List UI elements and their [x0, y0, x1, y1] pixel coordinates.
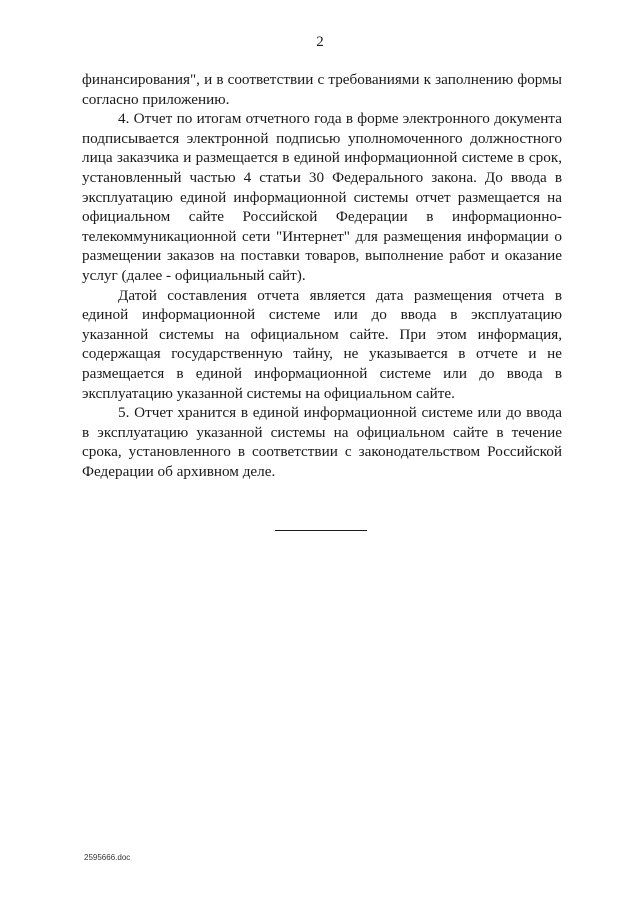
paragraph-continuation: финансирования", и в соответствии с требованиями к заполнению формы согласно приложению.	[82, 71, 562, 108]
paragraph-item-5: 5. Отчет хранится в единой информационной системе или до ввода в эксплуатацию указанной системы на официальном сайте в течение срока, установленного в соответствии с законодательством Российской Федерации об архивном деле.	[82, 404, 562, 480]
paragraph-report-date: Датой составления отчета является дата размещения отчета в единой информационной системе или до ввода в эксплуатацию указанной системы на официальном сайте. При этом информация, содержащая государственную тайну, не указывается в отчете и не размещается в единой информационной системе или до ввода в эксплуатацию указанной системы на официальном сайте.	[82, 286, 562, 402]
document-body	[82, 70, 562, 481]
paragraph-item-4: 4. Отчет по итогам отчетного года в форме электронного документа подписывается электронной подписью уполномоченного должностного лица заказчика и размещается в единой информационной системе в срок, установленный частью 4 статьи 30 Федерального закона. До ввода в эксплуатацию единой информационной системы отчет размещается на официальном сайте Российской Федерации в информационно-телекоммуникационной сети "Интернет" для размещения информации о размещении заказов на поставки товаров, выполнение работ и оказание услуг (далее - официальный сайт).	[82, 110, 562, 284]
page-number: 2	[316, 34, 324, 50]
footer-filename: 2595666.doc	[84, 853, 131, 862]
end-separator-line	[275, 530, 367, 531]
